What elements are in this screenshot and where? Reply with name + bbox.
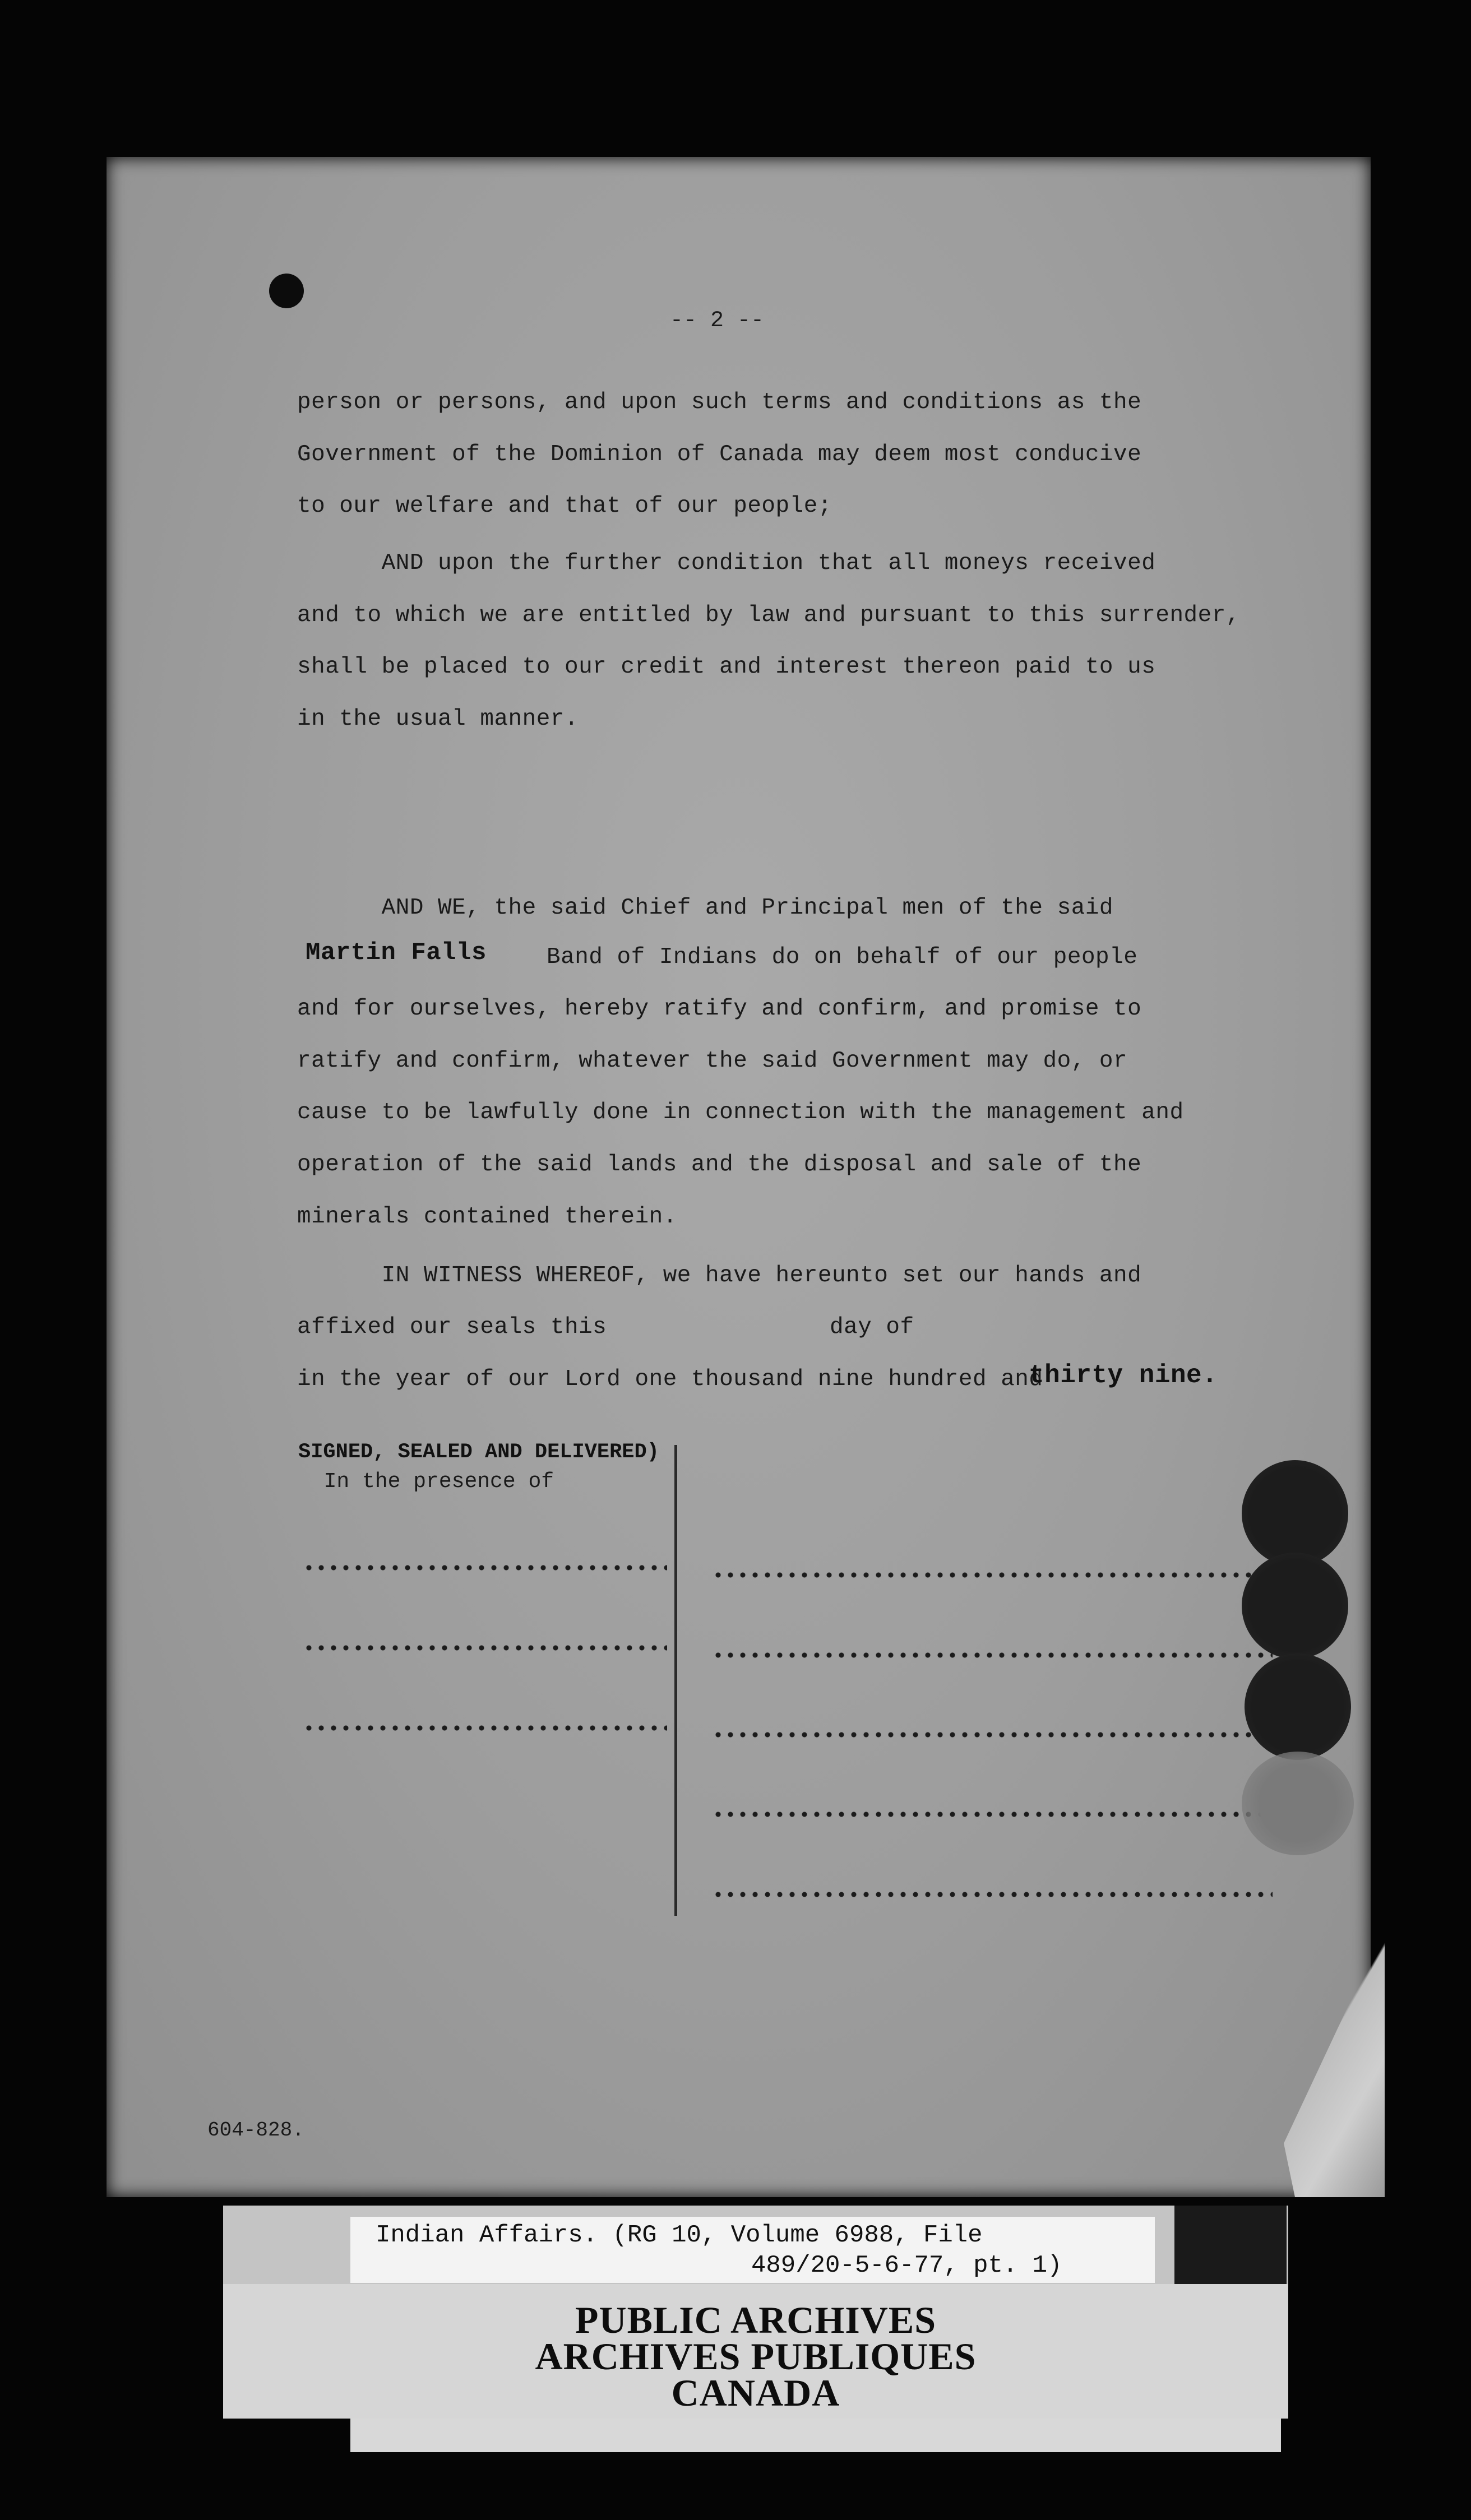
signed-label: SIGNED, SEALED AND DELIVERED) bbox=[298, 1440, 659, 1464]
archive-stamp-line: ARCHIVES PUBLIQUES bbox=[535, 2335, 977, 2378]
wax-seal bbox=[1242, 1553, 1348, 1659]
page-number: -- 2 -- bbox=[670, 308, 765, 333]
text-line: Band of Indians do on behalf of our people bbox=[547, 944, 1138, 970]
text-line: and for ourselves, hereby ratify and confirm, and promise to bbox=[297, 996, 1142, 1022]
text-line: in the usual manner. bbox=[297, 706, 579, 732]
text-line: and to which we are entitled by law and pursuant to this surrender, bbox=[297, 603, 1240, 628]
witness-signature-line bbox=[303, 1565, 667, 1571]
witness-signature-line bbox=[303, 1645, 667, 1651]
text-line: operation of the said lands and the disposal and sale of the bbox=[297, 1152, 1142, 1178]
wax-seal bbox=[1242, 1460, 1348, 1567]
witness-signature-line bbox=[303, 1725, 667, 1731]
punch-hole bbox=[269, 274, 304, 308]
signatory-line bbox=[712, 1652, 1273, 1658]
text-line: Government of the Dominion of Canada may deem most conducive bbox=[297, 442, 1142, 467]
reference-label bbox=[350, 2217, 1155, 2283]
signature-divider bbox=[674, 1445, 682, 1916]
text-line: cause to be lawfully done in connection with the management and bbox=[297, 1100, 1184, 1125]
band-name: Martin Falls bbox=[306, 939, 487, 967]
reference-line: Indian Affairs. (RG 10, Volume 6988, File bbox=[376, 2221, 983, 2249]
text-line: to our welfare and that of our people; bbox=[297, 493, 832, 519]
text-line: AND WE, the said Chief and Principal men of the said bbox=[297, 895, 1114, 921]
text-line: affixed our seals this bbox=[297, 1314, 607, 1340]
signatory-line bbox=[712, 1572, 1273, 1578]
text-line: ratify and confirm, whatever the said Government may do, or bbox=[297, 1048, 1128, 1074]
year-words: thirty nine. bbox=[1029, 1361, 1218, 1390]
faded-seal bbox=[1242, 1752, 1354, 1855]
archive-stamp-line: PUBLIC ARCHIVES bbox=[575, 2299, 937, 2341]
presence-label: In the presence of bbox=[298, 1470, 554, 1494]
form-number: 604-828. bbox=[207, 2119, 304, 2142]
signatory-line bbox=[712, 1812, 1273, 1817]
text-line: minerals contained therein. bbox=[297, 1204, 677, 1230]
label-bottom-strip bbox=[350, 2419, 1281, 2452]
label-shadow bbox=[1174, 2206, 1287, 2284]
text-line: IN WITNESS WHEREOF, we have hereunto set our hands and bbox=[297, 1263, 1142, 1289]
signatory-line bbox=[712, 1892, 1273, 1897]
text-line: AND upon the further condition that all moneys received bbox=[297, 550, 1156, 576]
text-line: person or persons, and upon such terms and conditions as the bbox=[297, 390, 1142, 415]
archive-stamp-line: CANADA bbox=[671, 2371, 840, 2414]
text-line: in the year of our Lord one thousand nine hundred and bbox=[297, 1366, 1043, 1392]
reference-line: 489/20-5-6-77, pt. 1) bbox=[751, 2252, 1062, 2280]
wax-seal bbox=[1245, 1653, 1351, 1760]
signatory-line bbox=[712, 1732, 1273, 1738]
text-line: day of bbox=[830, 1314, 914, 1340]
text-line: shall be placed to our credit and interest thereon paid to us bbox=[297, 654, 1156, 680]
archive-stamp bbox=[223, 2284, 1288, 2419]
